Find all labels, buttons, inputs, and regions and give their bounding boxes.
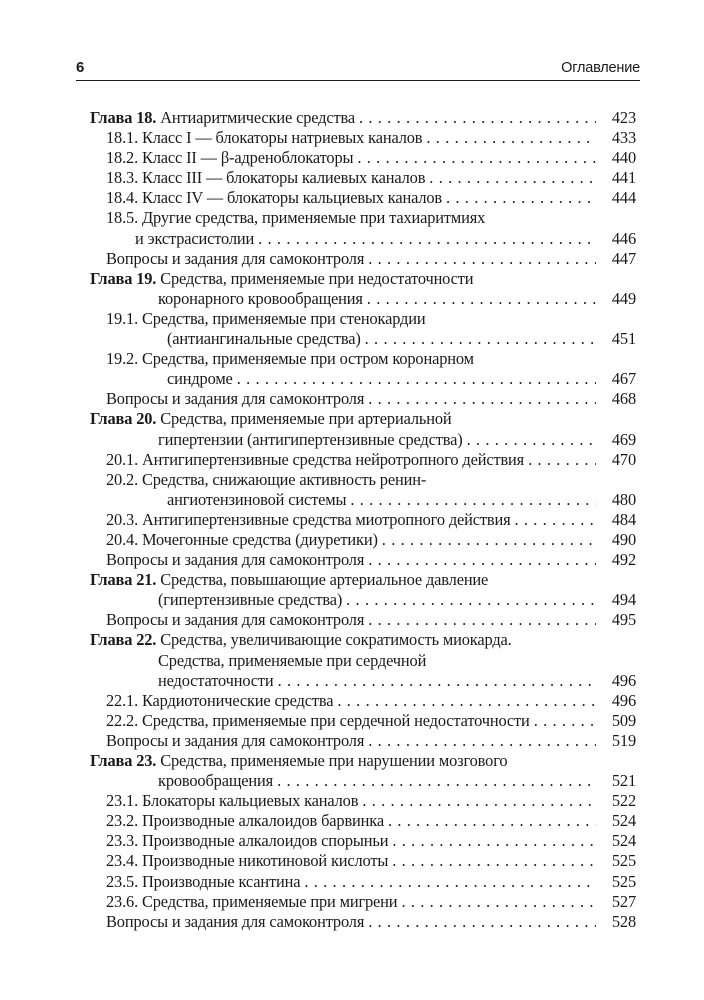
chapter-label: Глава 18. <box>90 108 157 127</box>
toc-entry-text: и экстрасистолии <box>135 228 255 248</box>
toc-entry-title <box>106 349 474 369</box>
toc-entry-title <box>90 269 473 289</box>
dot-leader <box>367 289 596 309</box>
toc-entry-title <box>106 188 442 208</box>
toc-page-number: 447 <box>611 248 636 268</box>
toc-entry-title <box>106 912 364 932</box>
toc-entry-text: 23.4. Производные никотиновой кислоты <box>106 851 389 871</box>
toc-page-number: 470 <box>611 449 636 469</box>
dot-leader <box>388 811 596 831</box>
dot-leader <box>368 731 596 751</box>
dot-leader <box>467 430 596 450</box>
dot-leader <box>237 369 596 389</box>
dot-leader <box>350 490 596 510</box>
toc-entry-title <box>167 490 346 510</box>
toc-page-number: 524 <box>611 831 636 851</box>
toc-entry <box>90 208 636 228</box>
toc-entry <box>90 349 636 369</box>
toc-entry-text: Средства, увеличивающие сократимость миокарда. <box>160 630 512 650</box>
toc-entry-text: Антиаритмические средства <box>160 108 355 127</box>
toc-entry-text: Средства, применяемые при недостаточности <box>160 268 474 288</box>
toc-entry <box>90 711 636 731</box>
toc-entry-title <box>106 208 485 228</box>
page-number: 6 <box>76 59 85 76</box>
toc-entry-title <box>90 751 507 771</box>
toc-page-number: 423 <box>611 108 636 127</box>
toc-entry-title <box>106 711 530 731</box>
toc-entry-text: ангиотензиновой системы <box>167 489 347 509</box>
dot-leader <box>429 168 596 188</box>
toc-entry-title <box>106 610 364 630</box>
dot-leader <box>392 851 596 871</box>
dot-leader <box>368 610 596 630</box>
toc-entry <box>90 590 636 610</box>
toc-entry-title <box>106 510 511 530</box>
toc-page-number: 528 <box>611 911 636 931</box>
toc-page-number: 519 <box>611 730 636 750</box>
toc-entry <box>90 530 636 550</box>
dot-leader <box>528 450 596 470</box>
toc-page-number: 524 <box>611 811 636 831</box>
toc-entry-title <box>106 389 364 409</box>
dot-leader <box>368 550 596 570</box>
toc-entry-text: 23.1. Блокаторы кальциевых каналов <box>106 791 359 811</box>
table-of-contents <box>90 108 636 932</box>
toc-entry-title <box>106 872 300 892</box>
toc-entry-text: 18.1. Класс I — блокаторы натриевых каналов <box>106 128 423 148</box>
toc-entry <box>90 892 636 912</box>
dot-leader <box>382 530 596 550</box>
dot-leader <box>337 691 596 711</box>
toc-entry-text: Средства, применяемые при сердечной <box>158 650 427 670</box>
toc-entry <box>90 389 636 409</box>
toc-entry-text: 23.3. Производные алкалоидов спорыньи <box>106 831 389 851</box>
toc-page-number: 449 <box>611 288 636 308</box>
toc-entry-text: 19.2. Средства, применяемые при остром коронарном <box>106 349 474 369</box>
toc-page-number: 525 <box>611 871 636 891</box>
toc-entry-title <box>90 108 355 128</box>
toc-entry-text: синдроме <box>167 369 233 389</box>
chapter-label: Глава 19. <box>90 268 157 288</box>
toc-entry-title <box>106 731 364 751</box>
toc-entry <box>90 249 636 269</box>
toc-entry <box>90 771 636 791</box>
toc-page-number: 440 <box>611 148 636 168</box>
toc-entry <box>90 691 636 711</box>
toc-entry-text: Вопросы и задания для самоконтроля <box>106 248 365 268</box>
toc-entry <box>90 791 636 811</box>
toc-entry-text: Средства, повышающие артериальное давление <box>160 570 489 590</box>
toc-entry-text: 18.3. Класс III — блокаторы калиевых каналов <box>106 168 426 188</box>
dot-leader <box>278 671 596 691</box>
toc-entry <box>90 731 636 751</box>
toc-entry-title <box>106 128 422 148</box>
toc-page-number: 492 <box>611 550 636 570</box>
dot-leader <box>392 831 596 851</box>
toc-entry-title <box>106 249 364 269</box>
toc-entry-text: коронарного кровообращения <box>158 288 363 308</box>
toc-page-number: 527 <box>611 891 636 911</box>
dot-leader <box>368 249 596 269</box>
chapter-label: Глава 22. <box>90 630 157 650</box>
toc-page-number: 451 <box>611 329 636 349</box>
chapter-label: Глава 21. <box>90 570 157 590</box>
toc-entry-text: кровообращения <box>158 771 274 791</box>
toc-page-number: 521 <box>611 771 636 791</box>
toc-chapter-entry <box>90 630 636 650</box>
toc-entry-title <box>106 450 524 470</box>
dot-leader <box>401 892 596 912</box>
toc-page-number: 441 <box>611 168 636 188</box>
dot-leader <box>368 389 596 409</box>
toc-entry <box>90 851 636 871</box>
toc-page-number: 496 <box>611 670 636 690</box>
toc-page-number: 522 <box>611 791 636 811</box>
dot-leader <box>515 510 597 530</box>
toc-entry-text: Средства, применяемые при артериальной <box>160 409 452 429</box>
dot-leader <box>277 771 596 791</box>
toc-entry <box>90 550 636 570</box>
toc-page-number: 496 <box>611 690 636 710</box>
toc-entry <box>90 831 636 851</box>
toc-entry-text: 18.2. Класс II — β-адреноблокаторы <box>106 148 354 168</box>
toc-entry-text: 23.6. Средства, применяемые при мигрени <box>106 891 398 911</box>
toc-entry <box>90 912 636 932</box>
toc-entry-text: 19.1. Средства, применяемые при стенокардии <box>106 308 426 328</box>
running-head <box>76 58 640 81</box>
toc-chapter-entry <box>90 751 636 771</box>
dot-leader <box>359 108 596 128</box>
toc-entry-text: недостаточности <box>158 670 274 690</box>
toc-entry-title <box>158 671 274 691</box>
toc-entry <box>90 450 636 470</box>
dot-leader <box>362 791 596 811</box>
dot-leader <box>304 872 596 892</box>
chapter-label: Глава 23. <box>90 751 157 770</box>
toc-entry <box>90 369 636 389</box>
toc-entry-title <box>106 811 384 831</box>
toc-page-number: 484 <box>611 509 636 529</box>
toc-chapter-entry <box>90 108 636 128</box>
toc-entry <box>90 470 636 490</box>
dot-leader <box>446 188 596 208</box>
toc-entry-title <box>106 309 425 329</box>
toc-entry <box>90 128 636 148</box>
toc-page-number: 480 <box>611 489 636 509</box>
toc-entry-text: Вопросы и задания для самоконтроля <box>106 610 365 630</box>
toc-entry-title <box>106 148 353 168</box>
toc-entry-text: 20.4. Мочегонные средства (диуретики) <box>106 529 378 549</box>
toc-entry <box>90 289 636 309</box>
toc-entry-text: 22.1. Кардиотонические средства <box>106 690 334 710</box>
toc-entry <box>90 811 636 831</box>
toc-entry <box>90 872 636 892</box>
toc-entry <box>90 490 636 510</box>
toc-entry-text: 20.1. Антигипертензивные средства нейротропного действия <box>106 449 525 469</box>
toc-entry-text: 20.3. Антигипертензивные средства миотропного действия <box>106 509 511 529</box>
toc-entry-text: Средства, применяемые при нарушении мозгового <box>160 751 508 770</box>
toc-chapter-entry <box>90 409 636 429</box>
toc-page-number: 495 <box>611 610 636 630</box>
toc-entry-text: гипертензии (антигипертензивные средства) <box>158 429 463 449</box>
toc-entry <box>90 651 636 671</box>
toc-page-number: 444 <box>611 188 636 208</box>
toc-entry <box>90 610 636 630</box>
toc-page-number: 509 <box>611 710 636 730</box>
toc-entry <box>90 430 636 450</box>
toc-entry-text: (антиангинальные средства) <box>167 329 361 349</box>
toc-entry-text: Вопросы и задания для самоконтроля <box>106 730 365 750</box>
toc-entry-title <box>158 590 342 610</box>
toc-entry-title <box>106 892 397 912</box>
dot-leader <box>426 128 596 148</box>
toc-entry <box>90 148 636 168</box>
toc-entry-text: Вопросы и задания для самоконтроля <box>106 911 365 931</box>
toc-page-number: 494 <box>611 590 636 610</box>
dot-leader <box>258 229 596 249</box>
toc-entry <box>90 188 636 208</box>
toc-chapter-entry <box>90 570 636 590</box>
toc-entry-text: 20.2. Средства, снижающие активность ренин- <box>106 469 427 489</box>
toc-entry <box>90 309 636 329</box>
chapter-label: Глава 20. <box>90 409 157 429</box>
section-title: Оглавление <box>561 60 640 76</box>
toc-entry-text: 18.4. Класс IV — блокаторы кальциевых каналов <box>106 188 443 208</box>
toc-entry-title <box>158 651 426 671</box>
toc-entry-title <box>158 289 363 309</box>
toc-entry-title <box>106 831 388 851</box>
toc-page-number: 446 <box>611 228 636 248</box>
toc-entry-title <box>106 550 364 570</box>
toc-entry <box>90 510 636 530</box>
toc-entry-title <box>106 470 426 490</box>
toc-entry-title <box>106 691 333 711</box>
toc-page-number: 433 <box>611 128 636 148</box>
toc-entry-title <box>90 570 488 590</box>
toc-entry-text: Вопросы и задания для самоконтроля <box>106 550 365 570</box>
toc-entry <box>90 329 636 349</box>
toc-page-number: 467 <box>611 369 636 389</box>
toc-entry <box>90 229 636 249</box>
toc-entry-title <box>90 409 452 429</box>
toc-entry-text: 23.2. Производные алкалоидов барвинка <box>106 811 384 831</box>
toc-chapter-entry <box>90 269 636 289</box>
dot-leader <box>357 148 596 168</box>
dot-leader <box>365 329 596 349</box>
toc-page-number: 469 <box>611 429 636 449</box>
dot-leader <box>534 711 596 731</box>
dot-leader <box>368 912 596 932</box>
toc-entry-title <box>90 630 512 650</box>
toc-entry-text: 23.5. Производные ксантина <box>106 871 301 891</box>
toc-page-number: 490 <box>611 529 636 549</box>
toc-entry <box>90 671 636 691</box>
dot-leader <box>346 590 596 610</box>
toc-entry-title <box>167 369 233 389</box>
toc-entry-title <box>106 791 358 811</box>
toc-entry-text: Вопросы и задания для самоконтроля <box>106 389 365 409</box>
toc-entry-text: (гипертензивные средства) <box>158 590 343 610</box>
toc-entry-title <box>167 329 361 349</box>
toc-page-number: 468 <box>611 389 636 409</box>
toc-entry-title <box>158 430 463 450</box>
toc-entry-title <box>158 771 273 791</box>
toc-entry-title <box>135 229 254 249</box>
toc-entry-title <box>106 851 388 871</box>
toc-entry-title <box>106 168 425 188</box>
toc-page-number: 525 <box>611 851 636 871</box>
toc-entry-text: 22.2. Средства, применяемые при сердечной недостаточности <box>106 710 530 730</box>
toc-entry-title <box>106 530 378 550</box>
toc-entry-text: 18.5. Другие средства, применяемые при тахиаритмиях <box>106 208 486 228</box>
toc-entry <box>90 168 636 188</box>
